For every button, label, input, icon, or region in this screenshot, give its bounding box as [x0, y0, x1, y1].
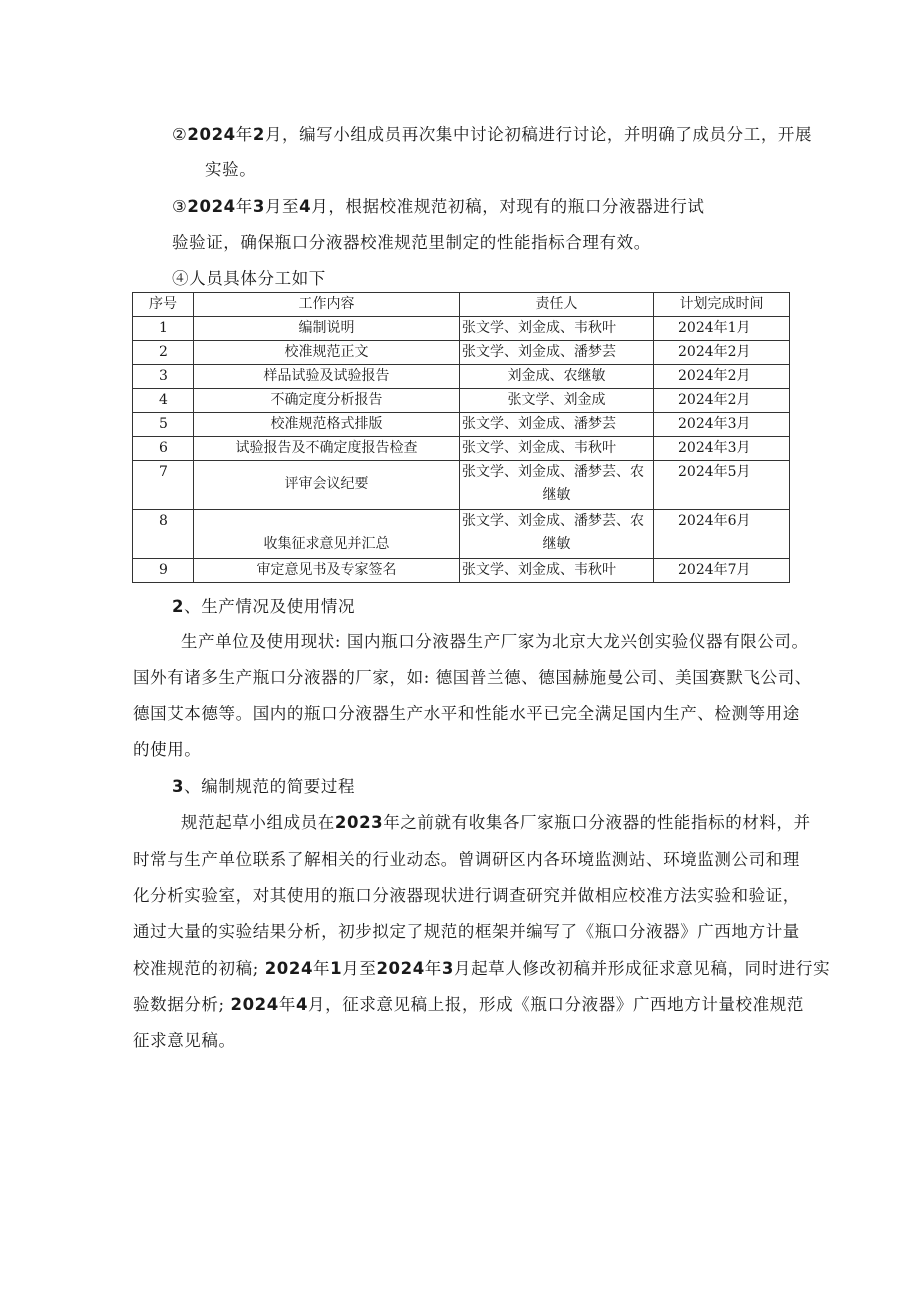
cell-date: 2024年3月 [654, 437, 790, 461]
item-3-marker: ③ [172, 197, 188, 216]
item-2-marker: ② [172, 125, 188, 144]
year-span: 2023 [334, 813, 384, 832]
item-3-month-to: 4 [299, 197, 312, 216]
section-3-line-3: 化分析实验室，对其使用的瓶口分液器现状进行调查研究并做相应校准方法实验和验证， [133, 886, 800, 905]
cell-owner-line2: 继敏 [542, 487, 571, 503]
item-2-month: 2 [252, 125, 265, 144]
section-3-number: 3 [172, 777, 185, 796]
table-row [133, 317, 790, 341]
table-header-row [133, 293, 790, 317]
cell-date: 2024年2月 [654, 389, 790, 413]
cell-date: 2024年2月 [654, 365, 790, 389]
cell-date: 2024年3月 [654, 413, 790, 437]
text-span: 年 [424, 959, 442, 978]
item-2-continuation: 实验。 [205, 160, 257, 179]
section-3-title: 、编制规范的简要过程 [184, 777, 356, 796]
header-date: 计划完成时间 [654, 293, 790, 317]
table-row [133, 413, 790, 437]
month-span: 4 [295, 995, 309, 1014]
cell-task: 评审会议纪要 [194, 461, 460, 510]
text-span: 月起草人修改初稿并形成征求意见稿，同时进行实 [453, 959, 831, 978]
cell-owner: 张文学、刘金成 [460, 389, 654, 413]
table-row [133, 365, 790, 389]
cell-task: 试验报告及不确定度报告检查 [194, 437, 460, 461]
item-3-year: 2024 [187, 197, 236, 216]
header-task: 工作内容 [194, 293, 460, 317]
item-3-continuation: 验验证，确保瓶口分液器校准规范里制定的性能指标合理有效。 [172, 233, 651, 252]
text-span: 月，征求意见稿上报，形成《瓶口分液器》广西地方计量校准规范 [308, 995, 804, 1014]
table-row [133, 341, 790, 365]
cell-task: 编制说明 [194, 317, 460, 341]
text-span: 验数据分析; [133, 995, 231, 1014]
item-3-line [172, 196, 705, 218]
item-3-text: 月，根据校准规范初稿，对现有的瓶口分液器进行试 [311, 197, 705, 216]
item-2-line [172, 124, 812, 146]
cell-owner: 张文学、刘金成、韦秋叶 [460, 317, 654, 341]
cell-task: 校准规范正文 [194, 341, 460, 365]
text-span: 年之前就有收集各厂家瓶口分液器的性能指标的材料，并 [383, 813, 811, 832]
cell-owner: 刘金成、农继敏 [460, 365, 654, 389]
cell-owner-line1: 张文学、刘金成、潘梦芸、农 [462, 464, 644, 480]
cell-owner: 张文学、刘金成、潘梦芸 [460, 413, 654, 437]
header-owner: 责任人 [460, 293, 654, 317]
item-2-year-suffix: 年 [235, 125, 253, 144]
section-3-line-2: 时常与生产单位联系了解相关的行业动态。曾调研区内各环境监测站、环境监测公司和理 [133, 850, 800, 869]
cell-task: 收集征求意见并汇总 [194, 510, 460, 559]
table-row [133, 461, 790, 510]
month-span: 3 [441, 959, 454, 978]
cell-task: 审定意见书及专家签名 [194, 559, 460, 583]
item-3-year-suffix: 年 [235, 197, 253, 216]
item-2-text: 月，编写小组成员再次集中讨论初稿进行讨论，并明确了成员分工，开展 [264, 125, 813, 144]
cell-task: 样品试验及试验报告 [194, 365, 460, 389]
month-span: 1 [330, 959, 343, 978]
section-2-title: 、生产情况及使用情况 [184, 597, 356, 616]
cell-no: 3 [133, 365, 194, 389]
year-span: 2024 [376, 959, 425, 978]
table-row [133, 510, 790, 559]
cell-no: 8 [133, 510, 194, 559]
section-3-line-4: 通过大量的实验结果分析，初步拟定了规范的框架并编写了《瓶口分液器》广西地方计量 [133, 922, 800, 941]
table-row [133, 389, 790, 413]
section-2-line-4: 的使用。 [133, 740, 202, 759]
cell-no: 2 [133, 341, 194, 365]
cell-owner: 张文学、刘金成、潘梦芸 [460, 341, 654, 365]
item-3-month-from: 3 [252, 197, 265, 216]
cell-no: 7 [133, 461, 194, 510]
table-row [133, 559, 790, 583]
section-2-number: 2 [172, 597, 185, 616]
section-3-heading [172, 776, 355, 798]
cell-no: 9 [133, 559, 194, 583]
item-4-line: ④人员具体分工如下 [172, 269, 326, 288]
section-2-line-1: 生产单位及使用现状: 国内瓶口分液器生产厂家为北京大龙兴创实验仪器有限公司。 [181, 632, 809, 651]
cell-owner: 张文学、刘金成、韦秋叶 [460, 437, 654, 461]
cell-owner [460, 510, 654, 559]
header-no: 序号 [133, 293, 194, 317]
text-span: 规范起草小组成员在 [181, 813, 335, 832]
section-3-line-1 [181, 812, 811, 834]
text-span: 年 [313, 959, 331, 978]
cell-date: 2024年1月 [654, 317, 790, 341]
cell-no: 1 [133, 317, 194, 341]
cell-date: 2024年5月 [654, 461, 790, 510]
cell-no: 5 [133, 413, 194, 437]
section-3-line-7: 征求意见稿。 [133, 1031, 236, 1050]
cell-no: 4 [133, 389, 194, 413]
year-span: 2024 [230, 995, 279, 1014]
year-span: 2024 [264, 959, 314, 978]
text-span: 月至 [342, 959, 377, 978]
cell-owner: 张文学、刘金成、韦秋叶 [460, 559, 654, 583]
cell-owner-line2: 继敏 [542, 536, 571, 552]
section-2-heading [172, 596, 355, 618]
cell-date: 2024年2月 [654, 341, 790, 365]
section-2-line-2: 国外有诸多生产瓶口分液器的厂家，如: 德国普兰德、德国赫施曼公司、美国赛默飞公司、 [133, 668, 812, 687]
section-3-line-6 [133, 994, 804, 1016]
item-3-mid: 月至 [264, 197, 300, 216]
cell-date: 2024年7月 [654, 559, 790, 583]
cell-no: 6 [133, 437, 194, 461]
section-2-line-3: 德国艾本德等。国内的瓶口分液器生产水平和性能水平已完全满足国内生产、检测等用途 [133, 704, 800, 723]
assignment-table [132, 292, 790, 583]
cell-owner-line1: 张文学、刘金成、潘梦芸、农 [462, 513, 644, 529]
cell-owner [460, 461, 654, 510]
text-span: 校准规范的初稿; [133, 959, 265, 978]
cell-task: 校准规范格式排版 [194, 413, 460, 437]
item-2-year: 2024 [187, 125, 236, 144]
table-row [133, 437, 790, 461]
cell-task: 不确定度分析报告 [194, 389, 460, 413]
cell-date: 2024年6月 [654, 510, 790, 559]
section-3-line-5 [133, 958, 830, 980]
text-span: 年 [278, 995, 296, 1014]
